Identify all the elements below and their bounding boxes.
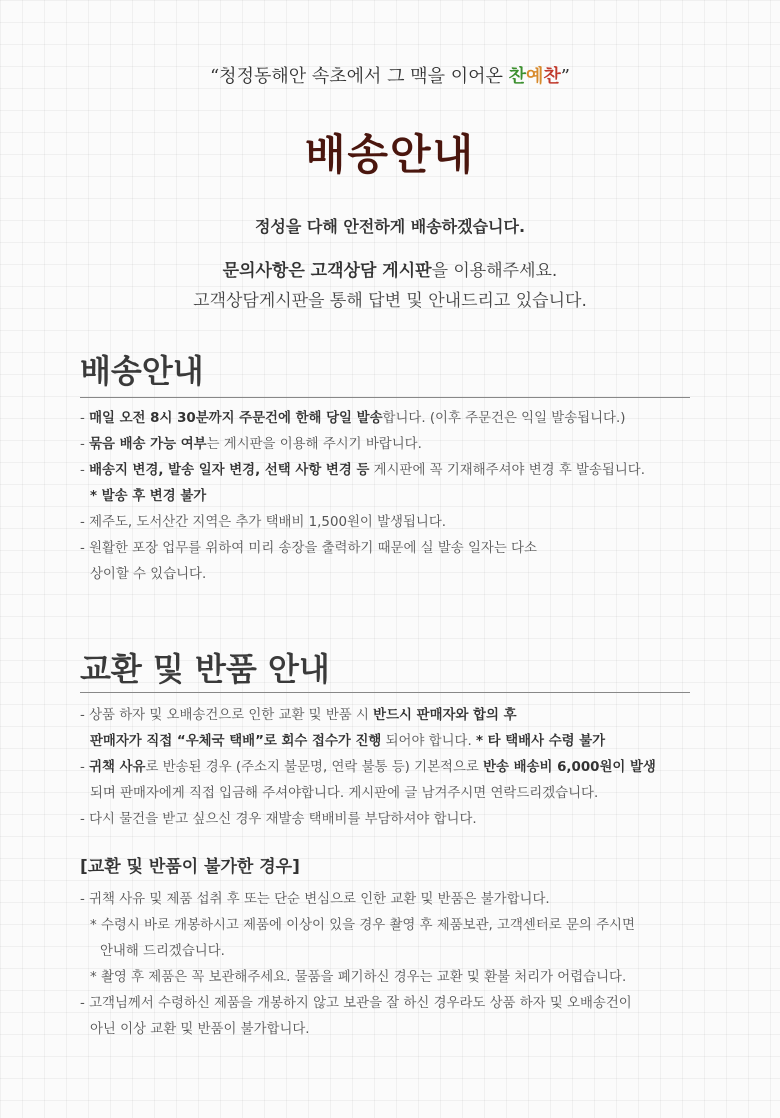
list-item-bold: 매일 오전 8시 30분까지 주문건에 한해 당일 발송 — [89, 411, 383, 426]
quote-prefix: “청정동해안 속초에서 그 맥을 이어온 — [209, 66, 509, 87]
list-item-text: 는 게시판을 이용해 주시기 바랍니다. — [206, 437, 422, 452]
exchange-divider — [80, 692, 690, 693]
list-item: - 제주도, 도서산간 지역은 추가 택배비 1,500원이 발생됩니다. — [80, 515, 447, 530]
list-item-bold: 판매자가 직접 “우체국 택배”로 회수 접수가 진행 — [90, 734, 382, 749]
list-item: - 귀책 사유로 반송된 경우 (주소지 불문명, 연락 불통 등) 기본적으로 반송 배송비 6,000원이 발생 — [80, 760, 656, 775]
list-item-text: 합니다. (이후 주문건은 익일 발송됩니다.) — [382, 411, 626, 426]
list-item: - 배송지 변경, 발송 일자 변경, 선택 사항 변경 등 게시판에 꼭 기재해주셔야 변경 후 발송됩니다. — [80, 463, 645, 478]
subline: 정성을 다해 안전하게 배송하겠습니다. — [254, 217, 526, 236]
list-item-bold: 배송지 변경, 발송 일자 변경, 선택 사항 변경 등 — [89, 463, 370, 478]
list-item-text: 되어야 합니다. — [381, 734, 476, 749]
list-item — [80, 729, 720, 755]
shipping-section-title: 배송안내 — [80, 352, 204, 390]
inquiry-info-bold: 문의사항은 고객상담 게시판 — [222, 261, 432, 281]
list-item: * 수령시 바로 개봉하시고 제품에 이상이 있을 경우 촬영 후 제품보관, 고객센터로 문의 주시면 — [90, 918, 635, 933]
list-item-text: - 상품 하자 및 오배송건으로 인한 교환 및 반품 시 — [80, 708, 374, 723]
inquiry-info-rest: 을 이용해주세요. — [431, 261, 558, 281]
brand-char-3: 찬 — [543, 66, 561, 87]
list-item: 안내해 드리겠습니다. — [100, 944, 225, 959]
list-item — [80, 703, 720, 729]
exchange-section-title: 교환 및 반품 안내 — [80, 650, 330, 688]
list-item-bold: * 타 택배사 수령 불가 — [475, 734, 606, 749]
list-item: - 다시 물건을 받고 싶으신 경우 재발송 택배비를 부담하셔야 합니다. — [80, 812, 477, 827]
list-item-bold: 묶음 배송 가능 여부 — [89, 437, 207, 452]
inquiry-info-line2: 고객상담게시판을 통해 답변 및 안내드리고 있습니다. — [193, 291, 587, 311]
list-item-bold: 반드시 판매자와 합의 후 — [373, 708, 517, 723]
list-item-bold: 반송 배송비 6,000원이 발생 — [483, 760, 656, 775]
list-item-bold: * 발송 후 변경 불가 — [90, 489, 207, 504]
quote-suffix: ” — [560, 66, 570, 87]
list-item: - 고객님께서 수령하신 제품을 개봉하지 않고 보관을 잘 하신 경우라도 상품 하자 및 오배송건이 — [80, 996, 632, 1011]
exchange-list — [80, 703, 720, 833]
page-title: 배송안내 — [304, 130, 476, 179]
list-item — [80, 484, 720, 510]
list-item: 상이할 수 있습니다. — [90, 567, 207, 582]
inquiry-info — [0, 256, 780, 281]
list-item: - 귀책 사유 및 제품 섭취 후 또는 단순 변심으로 인한 교환 및 반품은 불가합니다. — [80, 892, 550, 907]
list-item: * 촬영 후 제품은 꼭 보관해주세요. 물품을 폐기하신 경우는 교환 및 환불 처리가 어렵습니다. — [90, 970, 627, 985]
list-item-bold: 귀책 사유 — [89, 760, 146, 775]
list-item-text: 게시판에 꼭 기재해주셔야 변경 후 발송됩니다. — [369, 463, 645, 478]
brand-char-2: 예 — [526, 66, 544, 87]
list-item: - 묶음 배송 가능 여부는 게시판을 이용해 주시기 바랍니다. — [80, 437, 422, 452]
brand-char-1: 찬 — [508, 66, 527, 87]
list-item: 아닌 이상 교환 및 반품이 불가합니다. — [90, 1022, 310, 1037]
list-item: 되며 판매자에게 직접 입금해 주셔야합니다. 게시판에 글 남겨주시면 연락드리겠습니다. — [90, 786, 599, 801]
not-allowed-title: [교환 및 반품이 불가한 경우] — [80, 857, 300, 877]
shipping-list — [80, 406, 720, 588]
not-allowed-list — [80, 887, 720, 1043]
shipping-divider — [80, 397, 690, 398]
list-item: - 매일 오전 8시 30분까지 주문건에 한해 당일 발송합니다. (이후 주문건은 익일 발송됩니다.) — [80, 411, 626, 426]
header-quote — [0, 62, 780, 88]
list-item-text: 로 반송된 경우 (주소지 불문명, 연락 불통 등) 기본적으로 — [145, 760, 484, 775]
list-item: - 원활한 포장 업무를 위하여 미리 송장을 출력하기 때문에 실 발송 일자는 다소 — [80, 541, 537, 556]
